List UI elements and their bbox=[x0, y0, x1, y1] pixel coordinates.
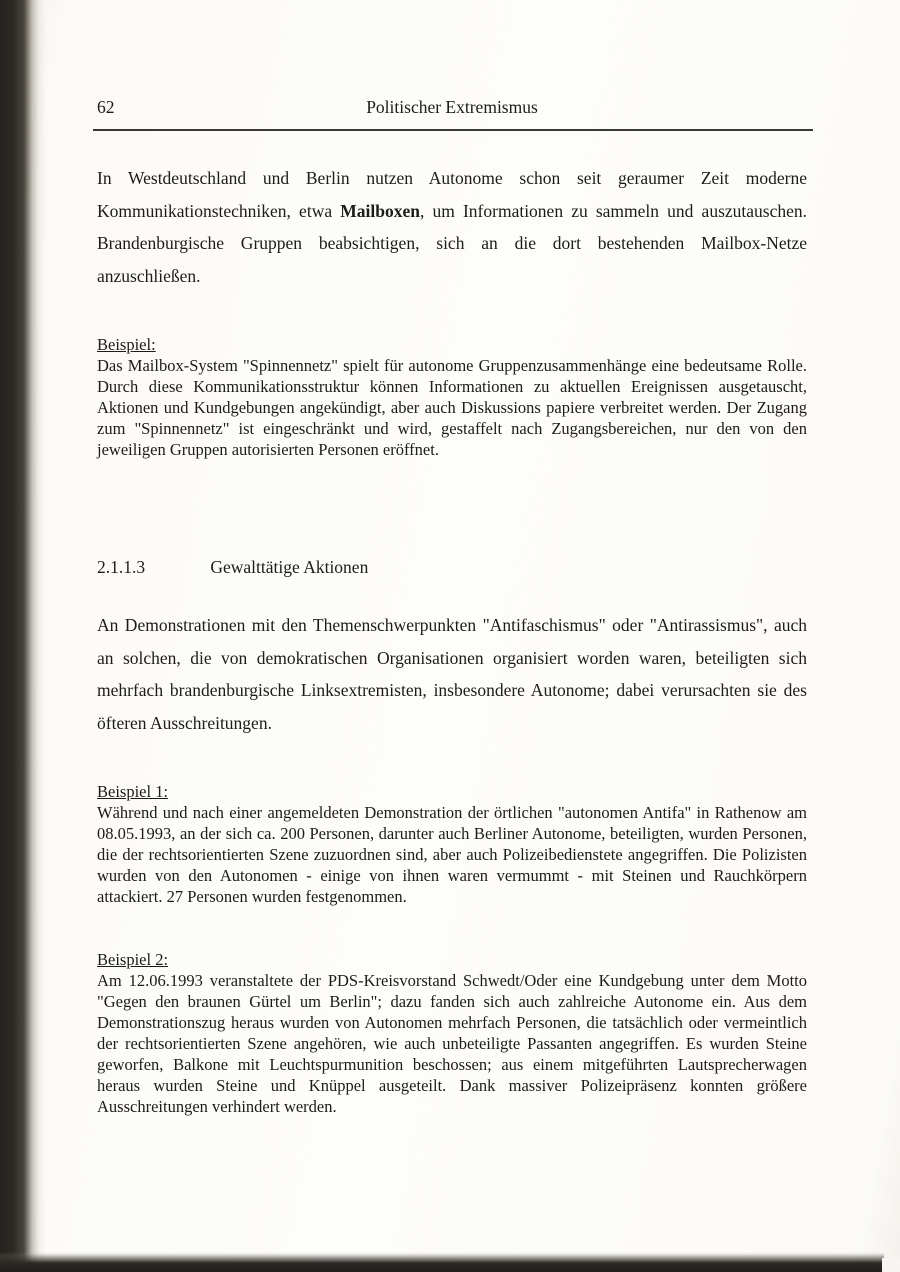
example-label: Beispiel: bbox=[97, 335, 156, 354]
example-2-label: Beispiel 2: bbox=[97, 950, 169, 969]
intro-bold-term: Mailboxen bbox=[340, 200, 420, 221]
section-number: 2.1.1.3 bbox=[97, 557, 146, 577]
example-block bbox=[97, 334, 807, 460]
example-2-block bbox=[97, 949, 807, 1117]
intro-text-before-bold: In Westdeutschland und Berlin nutzen Autonome schon seit geraumer Zeit moderne Kommunikationstechniken, etwa bbox=[97, 168, 807, 221]
page-title: Politischer Extremismus bbox=[366, 97, 538, 117]
example-1-block bbox=[97, 781, 807, 907]
example-2-text: Am 12.06.1993 veranstaltete der PDS-Kreisvorstand Schwedt/Oder eine Kundgebung unter dem Motto "Gegen den braunen Gürtel um Berlin"; dazu fanden sich auch zahlreiche Autonome ein. Aus dem Demonstrationszug heraus wurden von Autonomen mehrfach Personen, die tatsächlich oder vermeintlich der rechtsorientierten Szene angehören, wie auch unbeteiligte Passanten angegriffen. Es wurden Steine geworfen, Balkone mit Leuchtspurmunition beschossen; aus einem mitgeführten Lautsprecherwagen heraus wurden Steine und Knüppel ausgeteilt. Dank massiver Polizeipräsenz konnten größere Ausschreitungen verhindert werden. bbox=[97, 971, 807, 1116]
scan-edge-bottom bbox=[0, 1252, 884, 1272]
header-rule bbox=[93, 129, 813, 131]
intro-text-after-bold: , um Informationen zu sammeln und auszutauschen. Brandenburgische Gruppen beabsichtigen, sich an die dort bestehenden Mailbox-Netze anzuschließen. bbox=[97, 200, 807, 286]
example-1-text: Während und nach einer angemeldeten Demonstration der örtlichen "autonomen Antifa" in Rathenow am 08.05.1993, an der sich ca. 200 Personen, darunter auch Berliner Autonome, beteiligten, wurden Personen, die der rechtsorientierten Szene zuzuordnen sind, aber auch Polizeibedienstete angegriffen. Die Polizisten wurden von den Autonomen - einige von ihnen waren vermummt - mit Steinen und Rauchkörpern attackiert. 27 Personen wurden festgenommen. bbox=[97, 803, 807, 906]
violent-actions-paragraph: An Demonstrationen mit den Themenschwerpunkten "Antifaschismus" oder "Antirassismus", auch an solchen, die von demokratischen Organisationen organisiert worden waren, beteiligten sich mehrfach brandenburgische Linksextremisten, insbesondere Autonome; dabei verursachten sie des öfteren Ausschreitungen. bbox=[97, 615, 807, 733]
section-heading bbox=[97, 557, 807, 578]
section-title: Gewalttätige Aktionen bbox=[210, 557, 369, 577]
scan-edge-corner bbox=[882, 1258, 900, 1272]
intro-paragraph bbox=[97, 162, 807, 292]
example-text: Das Mailbox-System "Spinnennetz" spielt für autonome Gruppenzusammenhänge eine bedeutsame Rolle. Durch diese Kommunikationsstruktur können Informationen zu aktuellen Ereignissen ausgetauscht, Aktionen und Kundgebungen angekündigt, aber auch Diskussions papiere verbreitet werden. Der Zugang zum "Spinnennetz" ist eingeschränkt und wird, gestaffelt nach Zugangsbereichen, nur den von den jeweiligen Gruppen autorisierten Personen eröffnet. bbox=[97, 356, 807, 459]
example-1-label: Beispiel 1: bbox=[97, 782, 169, 801]
page-header bbox=[97, 96, 807, 118]
page-number: 62 bbox=[97, 97, 115, 117]
